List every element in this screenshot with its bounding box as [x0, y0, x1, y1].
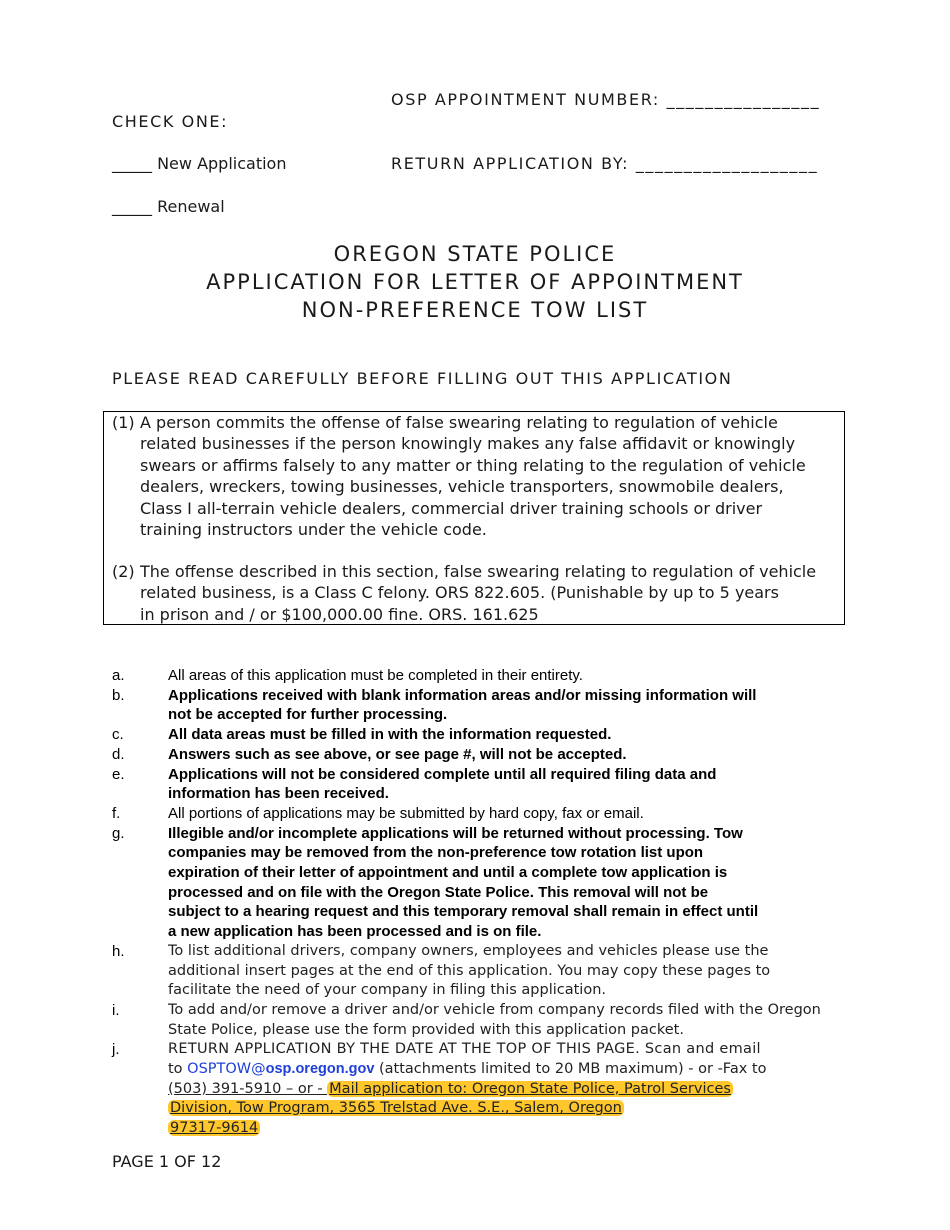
list-letter: a.: [112, 667, 125, 684]
list-line: State Police, please use the form provided with this application packet.: [168, 1021, 684, 1038]
list-line: To add and/or remove a driver and/or vehicle from company records filed with the Oregon: [168, 1001, 821, 1018]
list-line: Answers such as see above, or see page #, will not be accepted.: [168, 745, 627, 763]
list-line: [168, 1080, 852, 1100]
list-line: [168, 1060, 852, 1080]
list-line: processed and on file with the Oregon State Police. This removal will not be: [168, 883, 709, 901]
list-line: not be accepted for further processing.: [168, 706, 448, 724]
list-line: All data areas must be filled in with the information requested.: [168, 726, 612, 744]
instruction-heading: PLEASE READ CAREFULLY BEFORE FILLING OUT THIS APPLICATION: [112, 369, 733, 388]
list-item: [112, 804, 852, 824]
mail-address-line: Division, Tow Program, 3565 Trelstad Ave. S.E., Salem, Oregon: [170, 1100, 622, 1117]
email-link[interactable]: [187, 1061, 374, 1077]
check-one-label: CHECK ONE:: [112, 112, 229, 131]
email-suffix: (attachments limited to 20 MB maximum) - or -Fax to: [374, 1061, 767, 1078]
notice-item: [112, 412, 806, 540]
list-letter: h.: [112, 942, 125, 960]
list-line: companies may be removed from the non-preference tow rotation list upon: [168, 844, 704, 862]
list-letter: d.: [112, 745, 125, 763]
return-by-field: RETURN APPLICATION BY: ___________________: [391, 154, 819, 173]
list-item: [112, 765, 852, 804]
page-title-agency: OREGON STATE POLICE: [333, 242, 617, 266]
list-line: RETURN APPLICATION BY THE DATE AT THE TOP OF THIS PAGE. Scan and email: [168, 1041, 761, 1058]
fax-number: (503) 391-5910 – or -: [168, 1080, 328, 1097]
notice-line: training instructors under the vehicle code.: [140, 520, 487, 540]
list-letter: i.: [112, 1001, 120, 1019]
list-letter: f.: [112, 804, 121, 822]
list-line: information has been received.: [168, 785, 389, 803]
list-line: Applications received with blank information areas and/or missing information will: [168, 686, 757, 704]
list-letter: j.: [112, 1041, 120, 1059]
list-letter: g.: [112, 824, 125, 842]
list-line: subject to a hearing request and this temporary removal shall remain in effect until: [168, 903, 759, 921]
notice-number: (1): [112, 413, 135, 432]
list-line: facilitate the need of your company in filing this application.: [168, 982, 607, 999]
list-line: additional insert pages at the end of this application. You may copy these pages to: [168, 962, 771, 979]
notice-box: [103, 411, 845, 625]
list-item: [112, 1040, 852, 1139]
email-user: OSPTOW@: [187, 1061, 266, 1078]
page-title-list: NON-PREFERENCE TOW LIST: [301, 298, 649, 322]
appointment-number-field: OSP APPOINTMENT NUMBER: ________________: [391, 90, 821, 109]
page-title-application: APPLICATION FOR LETTER OF APPOINTMENT: [206, 270, 744, 294]
page-number: PAGE 1 OF 12: [112, 1152, 222, 1171]
list-item: [112, 725, 852, 745]
notice-number: (2): [112, 562, 135, 581]
notice-item: [112, 561, 816, 625]
list-letter: c.: [112, 726, 124, 744]
notice-line: related businesses if the person knowingly makes any false affidavit or knowingly: [140, 434, 796, 454]
notice-line: The offense described in this section, false swearing relating to regulation of vehicle: [140, 562, 817, 581]
email-domain: osp.oregon.gov: [265, 1061, 375, 1078]
mail-address-line: Mail application to: Oregon State Police, Patrol Services: [329, 1080, 731, 1097]
list-line: Applications will not be considered complete until all required filing data and: [168, 765, 717, 783]
list-item: [112, 942, 852, 1001]
list-line: To list additional drivers, company owners, employees and vehicles please use the: [168, 942, 769, 959]
notice-line: Class I all-terrain vehicle dealers, commercial driver training schools or driver: [140, 498, 763, 518]
list-line: [168, 1099, 852, 1119]
notice-line: A person commits the offense of false swearing relating to regulation of vehicle: [140, 413, 778, 432]
list-item: [112, 1001, 852, 1040]
list-letter: b.: [112, 686, 125, 704]
list-item: [112, 666, 852, 686]
list-line: All portions of applications may be submitted by hard copy, fax or email.: [168, 804, 644, 822]
notice-line: swears or affirms falsely to any matter or thing relating to the regulation of vehicle: [140, 455, 806, 475]
mail-address-zip: 97317-9614: [170, 1120, 259, 1137]
notice-line: in prison and / or $100,000.00 fine. ORS. 161.625: [140, 604, 539, 624]
list-line: a new application has been processed and is on file.: [168, 923, 542, 941]
new-application-option: _____ New Application: [112, 154, 287, 173]
list-item: [112, 686, 852, 725]
renewal-option: _____ Renewal: [112, 197, 225, 216]
list-line: [168, 1119, 852, 1139]
instructions-list: [112, 666, 852, 1139]
notice-line: related business, is a Class C felony. ORS 822.605. (Punishable by up to 5 years: [140, 583, 779, 603]
email-prefix: to: [168, 1061, 188, 1078]
list-line: All areas of this application must be completed in their entirety.: [168, 667, 583, 684]
list-item: [112, 745, 852, 765]
list-line: Illegible and/or incomplete applications will be returned without processing. Tow: [168, 824, 743, 842]
list-item: [112, 824, 852, 942]
notice-line: dealers, wreckers, towing businesses, vehicle transporters, snowmobile dealers,: [140, 477, 784, 497]
list-line: expiration of their letter of appointment and until a complete tow application is: [168, 864, 728, 882]
list-letter: e.: [112, 765, 125, 783]
